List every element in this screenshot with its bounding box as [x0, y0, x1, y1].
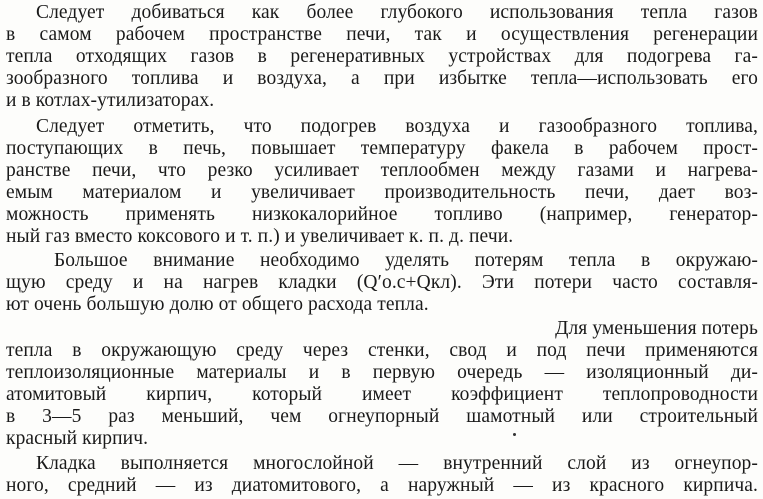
paragraph-1-line-2: в самом рабочем пространстве печи, так и осуществления регенерации: [6, 24, 758, 45]
paragraph-4-line-1: Для уменьшения потерь: [555, 318, 758, 339]
paragraph-3-line-3: ют очень большую долю от общего расхода тепла.: [6, 294, 429, 315]
paragraph-3-line-1: Большое внимание необходимо уделять потерям тепла в окружаю-: [54, 250, 758, 271]
paragraph-2-line-3: ранстве печи, что резко усиливает теплообмен между газами и нагрева-: [6, 160, 758, 181]
paragraph-3-line-2: щую среду и на нагрев кладки (Q′о.с+Qкл). Эти потери часто составля-: [6, 272, 758, 293]
paragraph-1-line-5: и в котлах-утилизаторах.: [6, 90, 215, 111]
paragraph-1-line-3: тепла отходящих газов в регенеративных устройствах для подогрева га-: [6, 46, 758, 67]
paragraph-2-line-5: можность применять низкокалорийное топливо (например, генератор-: [6, 204, 758, 225]
paragraph-4-line-3: теплоизоляционные материалы и в первую очередь — изоляционный ди-: [6, 362, 758, 383]
paragraph-1-line-4: зообразного топлива и воздуха, а при избытке тепла—использовать его: [6, 68, 758, 89]
paragraph-2-line-4: емым материалом и увеличивает производительность печи, дает воз-: [6, 182, 758, 203]
paragraph-4-line-2: тепла в окружающую среду через стенки, свод и под печи применяются: [6, 340, 758, 361]
paragraph-2-line-6: ный газ вместо коксового и т. п.) и увеличивает к. п. д. печи.: [6, 226, 514, 247]
paragraph-2-line-2: поступающих в печь, повышает температуру факела в рабочем прост-: [6, 138, 758, 159]
print-speck: [513, 433, 516, 436]
paragraph-4-line-4: атомитовый кирпич, который имеет коэффициент теплопроводности: [6, 384, 758, 405]
paragraph-5-line-2: ного, средний — из диатомитового, а наружный — из красного кирпича.: [6, 475, 758, 496]
paragraph-2-line-1: Следует отметить, что подогрев воздуха и газообразного топлива,: [36, 116, 758, 137]
paragraph-4-line-5: в 3—5 раз меньший, чем огнеупорный шамотный или строительный: [6, 406, 758, 427]
paragraph-4-line-6: красный кирпич.: [6, 428, 149, 449]
paragraph-5-line-1: Кладка выполняется многослойной — внутренний слой из огнеупор-: [36, 453, 758, 474]
paragraph-1-line-1: Следует добиваться как более глубокого использования тепла газов: [36, 2, 758, 23]
